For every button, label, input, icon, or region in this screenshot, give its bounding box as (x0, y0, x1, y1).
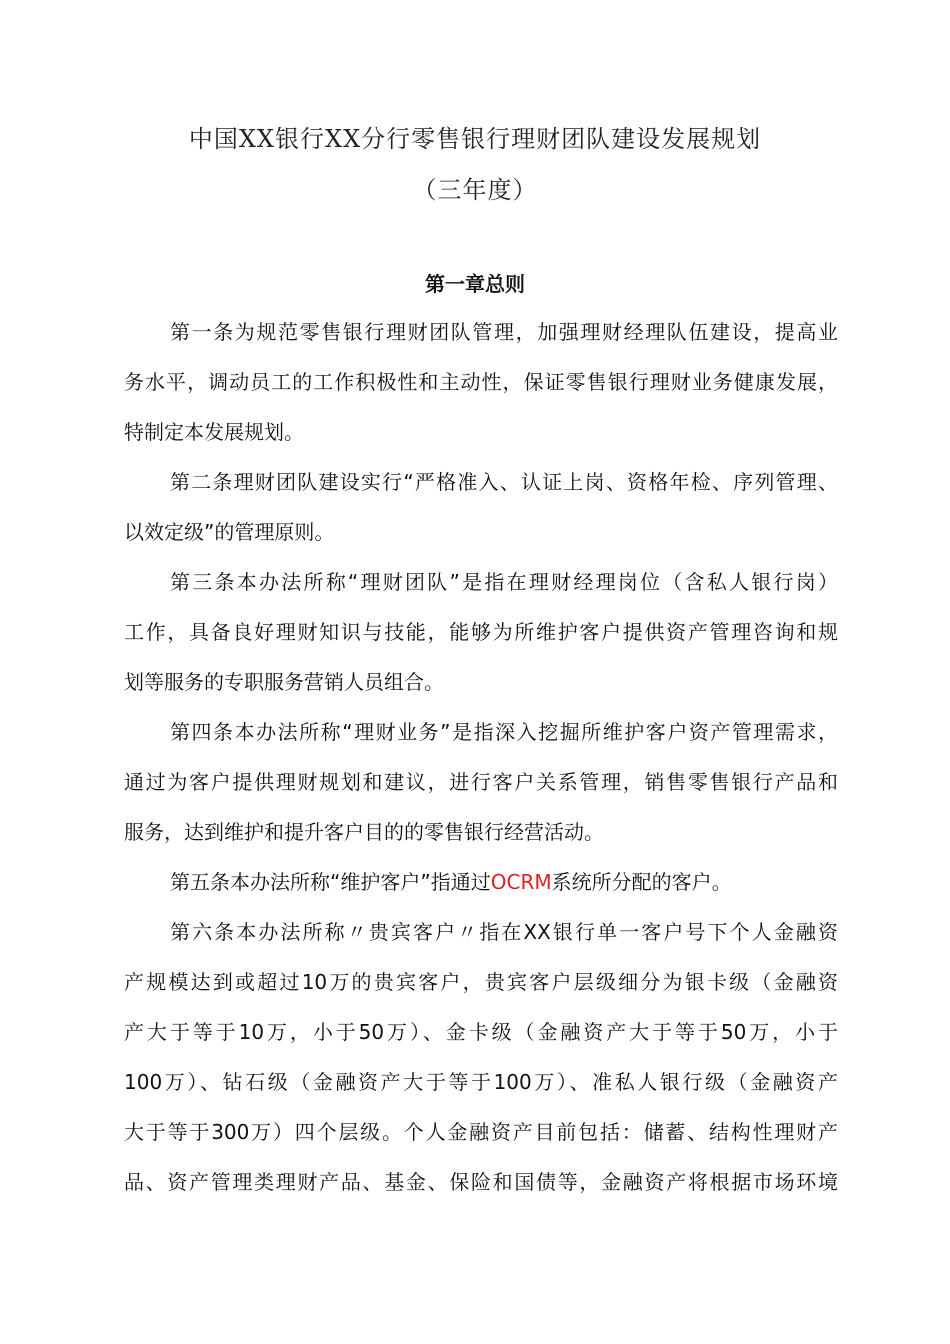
paragraph-line: 务水平，调动员工的工作积极性和主动性，保证零售银行理财业务健康发展， (124, 370, 838, 394)
chapter-heading: 第一章总则 (425, 272, 525, 296)
paragraph-line: 大于等于300万）四个层级。个人金融资产目前包括：储蓄、结构性理财产 (124, 1120, 838, 1144)
paragraph-line: 服务，达到维护和提升客户目的的零售银行经营活动。 (124, 820, 604, 844)
paragraph-line: 产大于等于10万，小于50万）、金卡级（金融资产大于等于50万，小于 (124, 1020, 838, 1044)
article-5-suffix: 系统所分配的客户。 (551, 870, 732, 894)
paragraph-line: 第一条为规范零售银行理财团队管理，加强理财经理队伍建设，提高业 (170, 320, 838, 344)
paragraph-line: 100万）、钻石级（金融资产大于等于100万）、准私人银行级（金融资产 (124, 1070, 838, 1094)
paragraph-line: 第四条本办法所称“理财业务”是指深入挖掘所维护客户资产管理需求， (170, 720, 838, 744)
paragraph-line: 特制定本发展规划。 (124, 420, 304, 444)
document-title: 中国XX银行XX分行零售银行理财团队建设发展规划 (188, 125, 762, 153)
article-5-line (170, 868, 838, 896)
paragraph-line: 通过为客户提供理财规划和建议，进行客户关系管理，销售零售银行产品和 (124, 770, 838, 794)
paragraph-line: 品、资产管理类理财产品、基金、保险和国债等，金融资产将根据市场环境 (124, 1170, 838, 1194)
paragraph-line: 产规模达到或超过10万的贵宾客户，贵宾客户层级细分为银卡级（金融资 (124, 970, 838, 994)
document-subtitle: （三年度） (412, 176, 538, 204)
paragraph-line: 第三条本办法所称“理财团队”是指在理财经理岗位（含私人银行岗） (170, 570, 838, 594)
ocrm-highlight: OCRM (490, 870, 552, 894)
paragraph-line: 划等服务的专职服务营销人员组合。 (124, 670, 444, 694)
paragraph-line: 第二条理财团队建设实行“严格准入、认证上岗、资格年检、序列管理、 (170, 470, 838, 494)
paragraph-line: 工作，具备良好理财知识与技能，能够为所维护客户提供资产管理咨询和规 (124, 620, 838, 644)
article-5-prefix: 第五条本办法所称“维护客户”指通过 (170, 870, 491, 894)
paragraph-line: 第六条本办法所称〃贵宾客户〃指在XX银行单一客户号下个人金融资 (170, 920, 838, 944)
paragraph-line: 以效定级”的管理原则。 (124, 520, 335, 544)
